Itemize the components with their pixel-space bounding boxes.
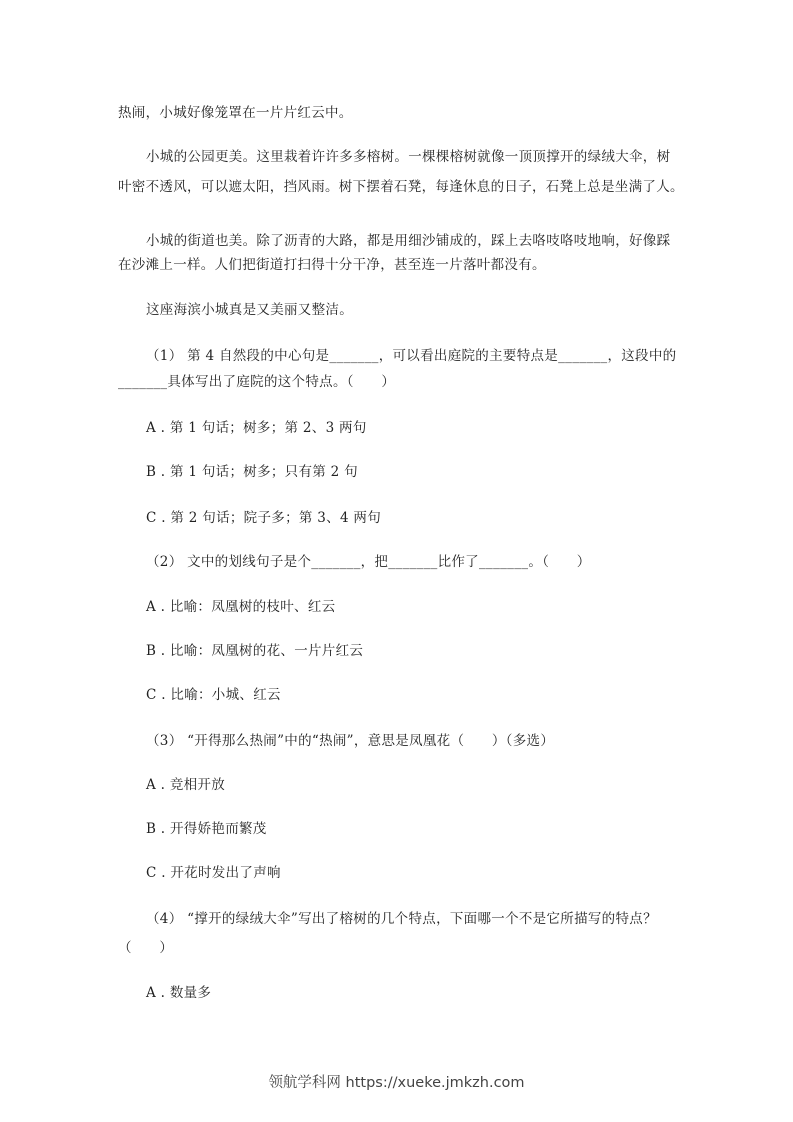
question-2-option-a: A . 比喻：凤凰树的枝叶、红云 [146, 599, 336, 615]
question-1-stem: （1） 第 4 自然段的中心句是_______，可以看出庭院的主要特点是_______，这段中的 [146, 348, 677, 364]
question-3-option-c: C . 开花时发出了声响 [146, 865, 281, 881]
question-1-option-b: B . 第 1 句话；树多；只有第 2 句 [146, 464, 358, 480]
question-4-stem: （4） “撑开的绿绒大伞”写出了榕树的几个特点，下面哪一个不是它所描写的特点？ [146, 911, 657, 927]
question-4-stem-continued: （ ） [118, 940, 174, 956]
question-2-option-b: B . 比喻：凤凰树的花、一片片红云 [146, 643, 364, 659]
passage-paragraph-street-line: 在沙滩上一样。人们把街道打扫得十分干净，甚至连一片落叶都没有。 [118, 257, 546, 273]
question-2-option-c: C . 比喻：小城、红云 [146, 687, 281, 703]
question-1-stem-continued: _______具体写出了庭院的这个特点。（ ） [118, 374, 396, 390]
passage-paragraph-park-line: 叶密不透风，可以遮太阳，挡风雨。树下摆着石凳，每逢休息的日子，石凳上总是坐满了人。 [118, 179, 684, 195]
passage-paragraph-park-line: 小城的公园更美。这里栽着许许多多榕树。一棵棵榕树就像一顶顶撑开的绿绒大伞，树 [146, 149, 671, 165]
question-3-option-a: A . 竞相开放 [146, 777, 226, 793]
passage-summary: 这座海滨小城真是又美丽又整洁。 [146, 302, 353, 318]
question-2-stem: （2） 文中的划线句子是个_______，把_______比作了_______。（ ） [146, 554, 591, 570]
footer-watermark: 领航学科网 https://xueke.jmkzh.com [268, 1075, 525, 1091]
question-4-option-a: A . 数量多 [146, 985, 212, 1001]
passage-paragraph-street-line: 小城的街道也美。除了沥青的大路，都是用细沙铺成的，踩上去咯吱咯吱地响，好像踩 [146, 233, 671, 249]
question-3-stem: （3） “开得那么热闹”中的“热闹”，意思是凤凰花（ ）（多选） [146, 733, 555, 749]
question-3-option-b: B . 开得娇艳而繁茂 [146, 821, 267, 837]
question-1-option-c: C . 第 2 句话；院子多；第 3、4 两句 [146, 510, 382, 526]
passage-line: 热闹，小城好像笼罩在一片片红云中。 [118, 105, 353, 121]
question-1-option-a: A . 第 1 句话；树多；第 2、3 两句 [146, 420, 367, 436]
